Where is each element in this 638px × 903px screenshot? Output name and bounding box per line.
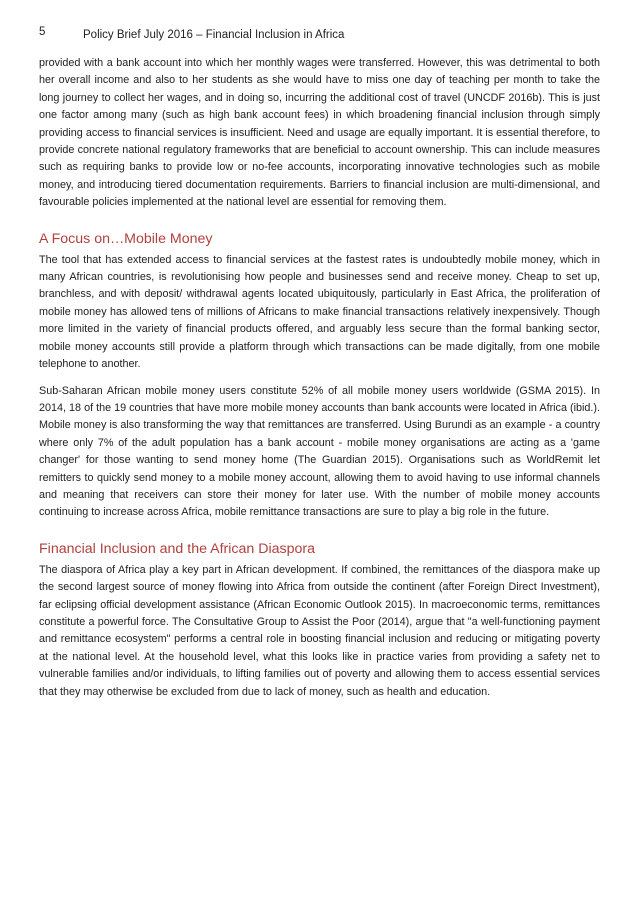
mobile-money-paragraph-2: Sub-Saharan African mobile money users constitute 52% of all mobile money users worldwide (GSMA 2015). In 2014, 18 of the 19 countries that have more mobile money accounts than bank accounts were located in Africa (ibid.). Mobile money is also transforming the way that remittances are transferred. Using Burundi as an example - a country where only 7% of the adult population has a bank account - mobile money organisations are acting as a 'game changer' for those wanting to send money home (The Guardian 2015). Organisations such as WorldRemit let remitters to quickly send money to a mobile money account, allowing them to avoid having to use informal channels and meaning that receivers can store their money for later use. With the number of mobile money accounts continuing to increase across Africa, mobile remittance transactions are sure to play a big role in the future. bbox=[39, 384, 600, 519]
document-body bbox=[39, 55, 600, 701]
mobile-money-paragraph-1: The tool that has extended access to financial services at the fastest rates is undoubtedly mobile money, which in many African countries, is revolutionising how people and businesses send and receive money. Cheap to set up, branchless, and with deposit/ withdrawal agents located ubiquitously, particularly in East Africa, the proliferation of mobile money has allowed tens of millions of Africans to make financial transactions relatively inexpensively. Though more limited in the variety of financial products offered, and arguably less secure than the formal banking sector, mobile money accounts still provide a platform through which transactions can be made digitally, from one mobile telephone to another. bbox=[39, 253, 600, 371]
intro-paragraph: provided with a bank account into which her monthly wages were transferred. However, this was detrimental to both her overall income and also to her students as she would have to miss one day of teaching per month to take the long journey to collect her wages, and in doing so, incurring the additional cost of travel (UNCDF 2016b). This is just one factor among many (such as high bank account fees) in which broadening financial inclusion through simply providing access to financial services is insufficient. Need and usage are equally important. It is essential therefore, to provide concrete national regulatory frameworks that are beneficial to account ownership. This can include measures such as requiring banks to provide low or no-fee accounts, incorporating innovative technologies such as mobile money, and introducing tiered documentation requirements. Barriers to financial inclusion are multi-dimensional, and favourable policies implemented at the national level are essential for removing them. bbox=[39, 57, 600, 209]
diaspora-heading: Financial Inclusion and the African Diaspora bbox=[39, 540, 316, 557]
mobile-money-heading: A Focus on…Mobile Money bbox=[39, 230, 213, 247]
diaspora-paragraph-1: The diaspora of Africa play a key part in African development. If combined, the remittances of the diaspora make up the second largest source of money flowing into Africa from outside the continent (after Foreign Direct Investment), far eclipsing official development assistance (African Economic Outlook 2015). In macroeconomic terms, remittances constitute a powerful force. The Consultative Group to Assist the Poor (2014), argue that "a well-functioning payment and remittance ecosystem" performs a central role in boosting financial inclusion and reducing or mitigating poverty at the national level. At the household level, what this looks like in practice varies from providing a safety net to vulnerable families and/or individuals, to lifting families out of poverty and allowing them to access essential services that they may otherwise be excluded from due to lack of money, such as health and education. bbox=[39, 563, 600, 698]
running-header: Policy Brief July 2016 – Financial Inclusion in Africa bbox=[83, 29, 345, 41]
page-number: 5 bbox=[39, 26, 46, 38]
